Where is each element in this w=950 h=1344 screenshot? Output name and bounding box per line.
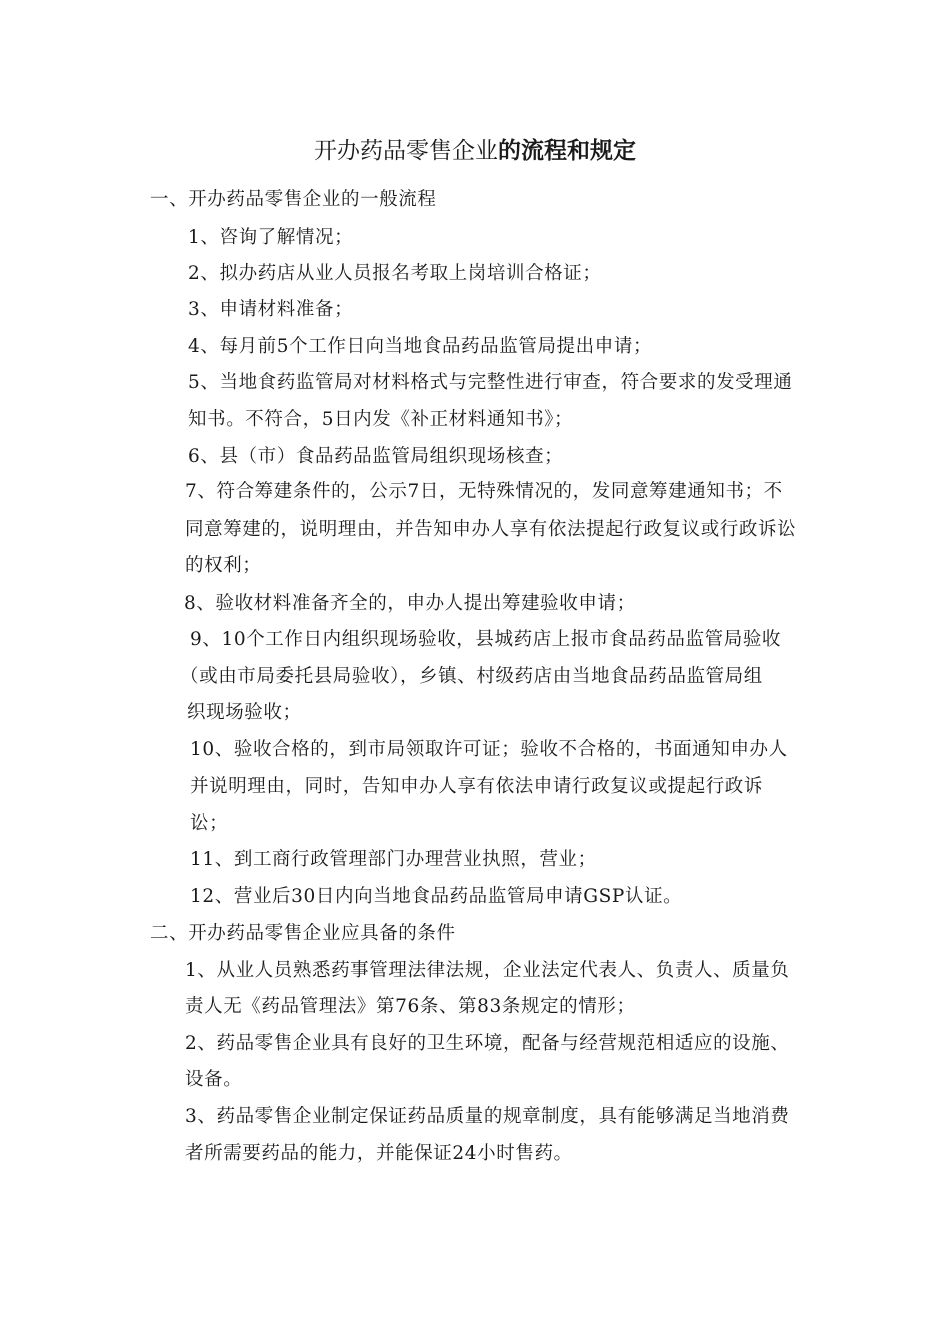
list-item: 8、验收材料准备齐全的，申办人提出筹建验收申请； — [184, 593, 636, 614]
list-item-continuation: 同意筹建的，说明理由，并告知申办人享有依法提起行政复议或行政诉讼 — [185, 519, 797, 540]
document-title — [0, 136, 950, 166]
list-item-continuation: 织现场验收； — [187, 702, 302, 723]
list-item: 10、验收合格的，到市局领取许可证；验收不合格的，书面通知申办人 — [190, 739, 788, 760]
list-item-continuation: 讼； — [190, 813, 229, 834]
list-item-continuation: 并说明理由，同时，告知申办人享有依法申请行政复议或提起行政诉 — [190, 776, 764, 797]
list-item: 3、药品零售企业制定保证药品质量的规章制度，具有能够满足当地消费 — [185, 1106, 790, 1127]
section-heading: 一、开办药品零售企业的一般流程 — [150, 189, 437, 210]
list-item: 2、拟办药店从业人员报名考取上岗培训合格证； — [188, 263, 602, 284]
list-item: 1、从业人员熟悉药事管理法律法规，企业法定代表人、负责人、质量负 — [185, 960, 790, 981]
section-heading: 二、开办药品零售企业应具备的条件 — [150, 923, 456, 944]
list-item-continuation: 知书。不符合，5日内发《补正材料通知书》； — [188, 409, 574, 430]
title-regular: 开办药品零售企业 — [314, 138, 498, 164]
list-item: 2、药品零售企业具有良好的卫生环境，配备与经营规范相适应的设施、 — [185, 1033, 790, 1054]
list-item: 3、申请材料准备； — [188, 299, 354, 320]
list-item: 6、县（市）食品药品监管局组织现场核查； — [188, 446, 564, 467]
list-item-continuation: 者所需要药品的能力，并能保证24小时售药。 — [185, 1143, 573, 1164]
title-bold: 的流程和规定 — [498, 137, 636, 164]
list-item-continuation: 设备。 — [185, 1069, 243, 1090]
list-item: 12、营业后30日内向当地食品药品监管局申请GSP认证。 — [190, 886, 683, 907]
list-item: 9、10个工作日内组织现场验收，县城药店上报市食品药品监管局验收 — [190, 629, 782, 650]
list-item: 1、咨询了解情况； — [188, 227, 354, 248]
list-item: 7、符合筹建条件的，公示7日，无特殊情况的，发同意筹建通知书；不 — [185, 481, 783, 502]
list-item-continuation: 的权利； — [185, 555, 262, 576]
list-item: 4、每月前5个工作日向当地食品药品监管局提出申请； — [188, 336, 653, 357]
list-item: 11、到工商行政管理部门办理营业执照，营业； — [190, 849, 597, 870]
list-item: 5、当地食药监管局对材料格式与完整性进行审查，符合要求的发受理通 — [188, 372, 793, 393]
list-item-continuation: （或由市局委托县局验收），乡镇、村级药店由当地食品药品监管局组 — [180, 666, 763, 687]
list-item-continuation: 责人无《药品管理法》第76条、第83条规定的情形； — [185, 996, 636, 1017]
